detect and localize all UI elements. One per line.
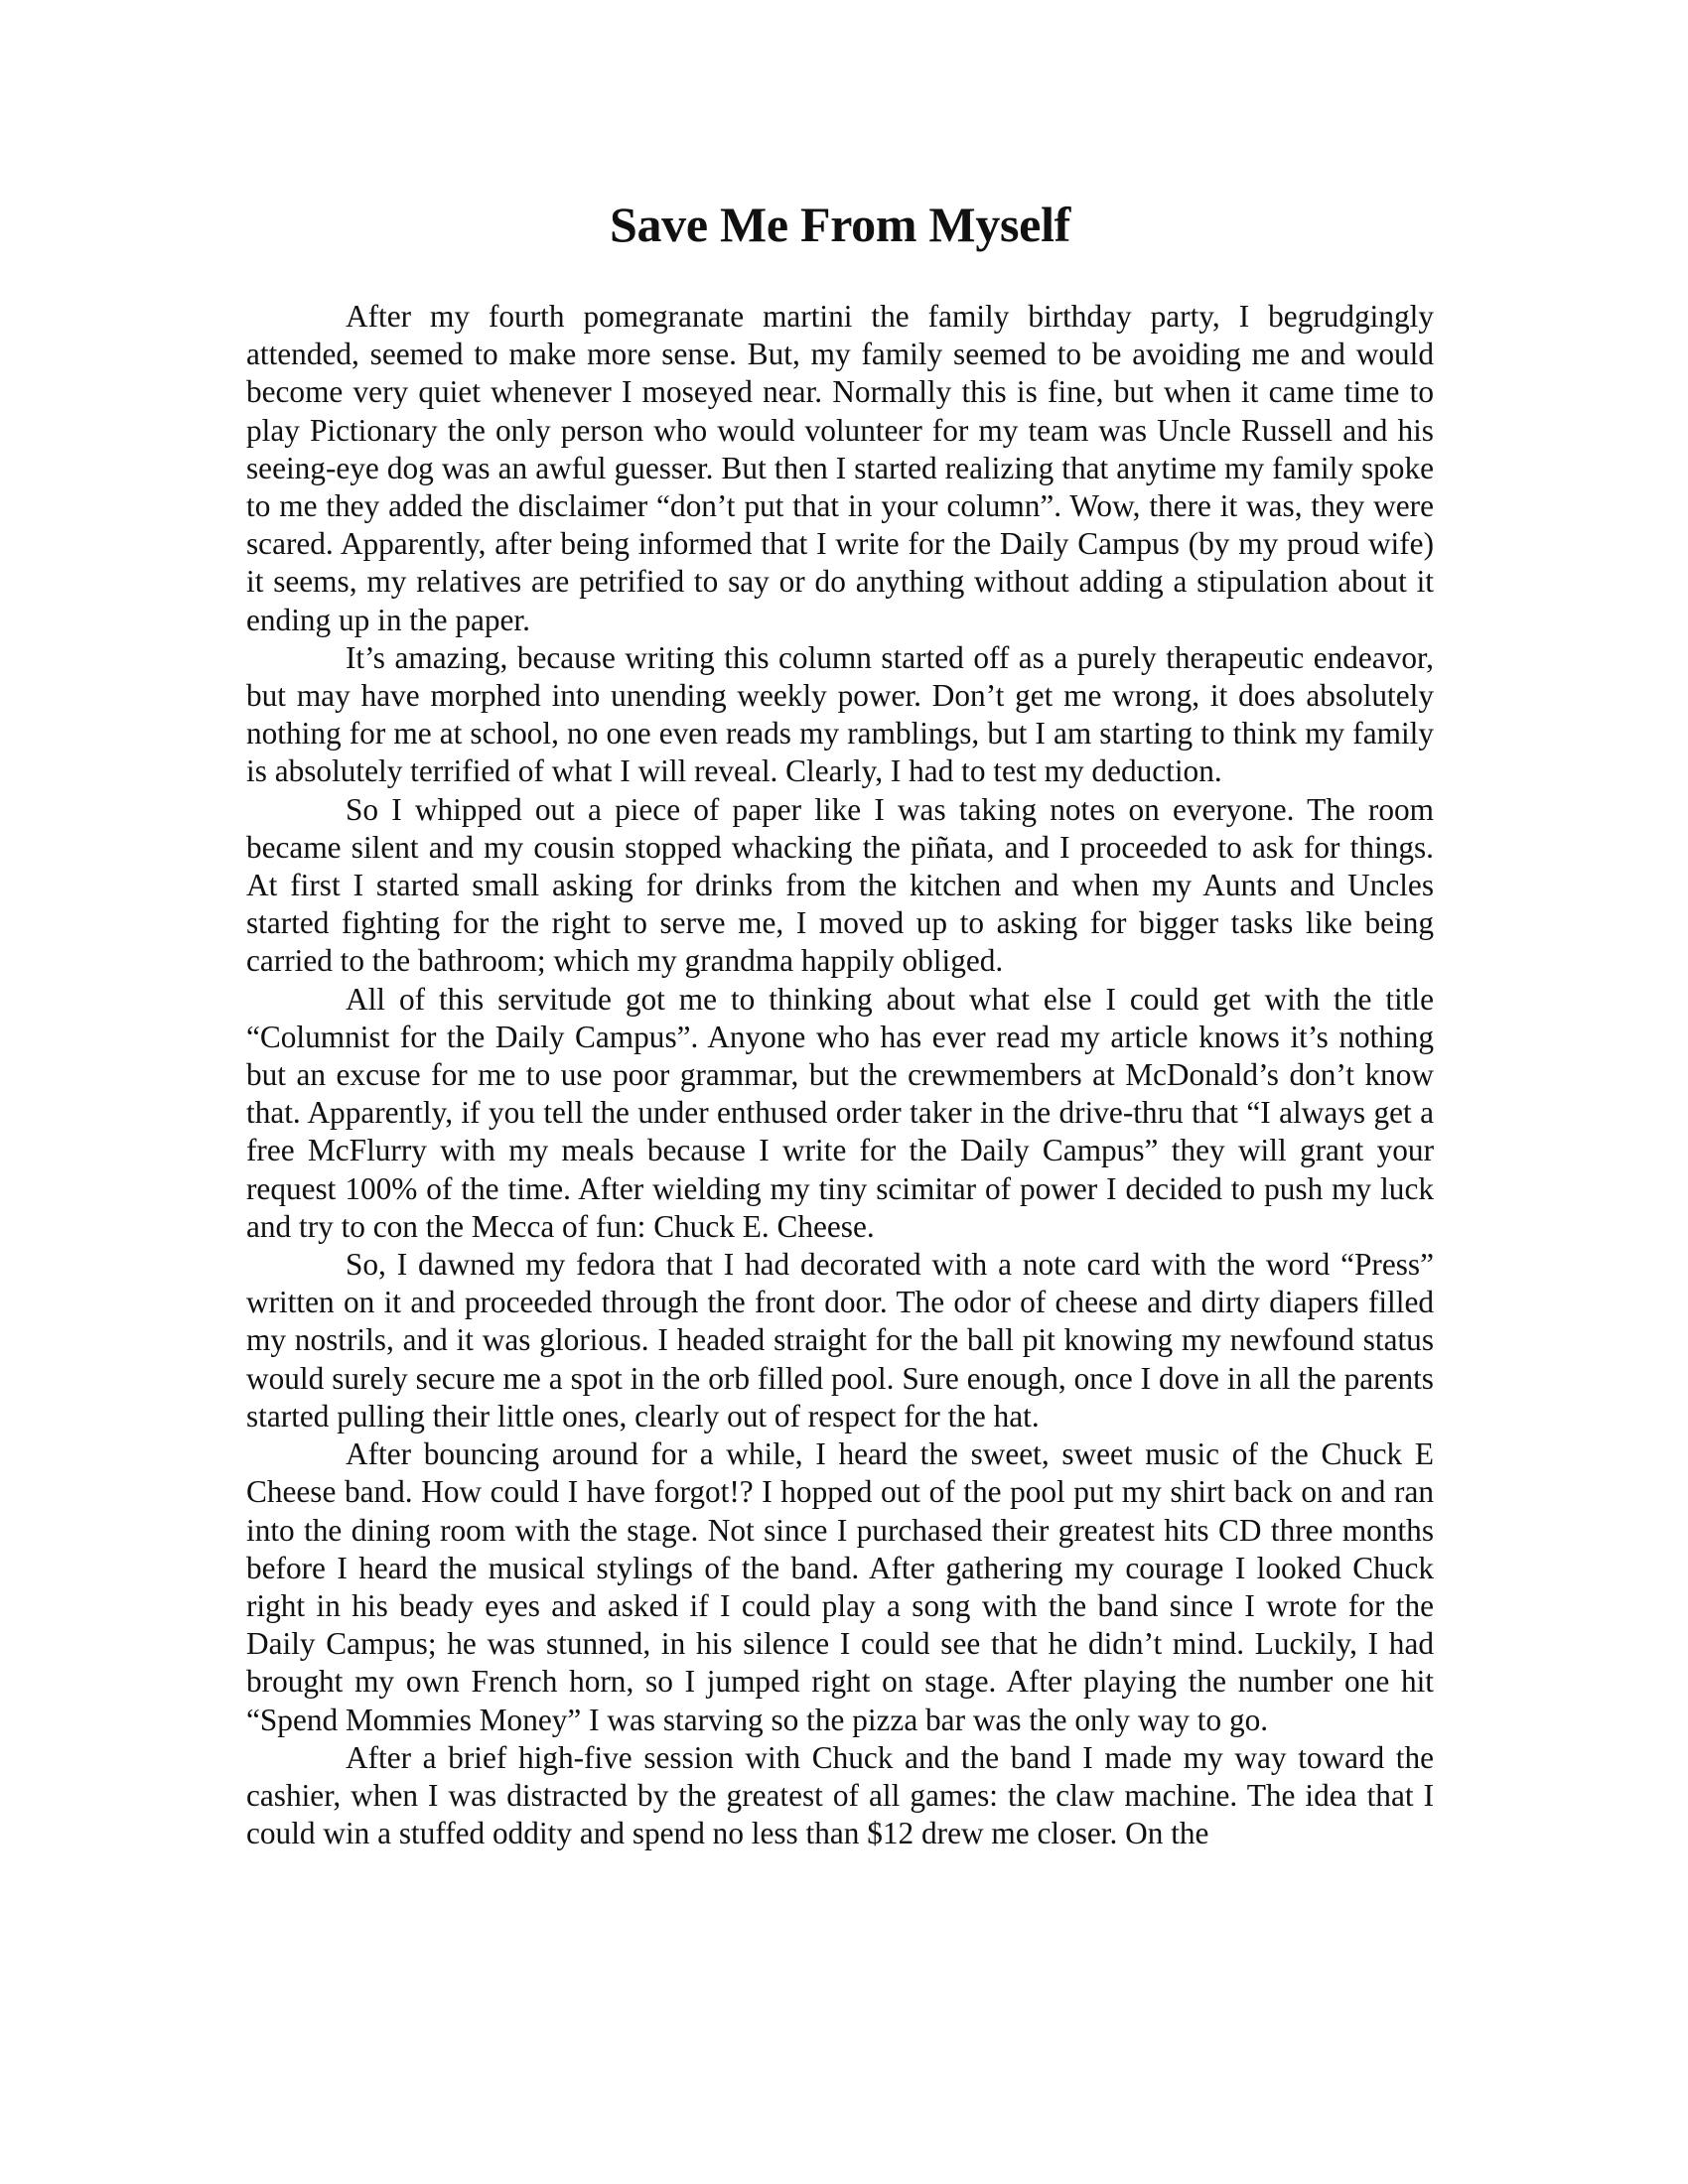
paragraph-3: So I whipped out a piece of paper like I was taking notes on everyone. The room became silent and my cousin stopped whacking the piñata, and I proceeded to ask for things. At first I started small asking for drinks from the kitchen and when my Aunts and Uncles started fighting for the right to serve me, I moved up to asking for bigger tasks like being carried to the bathroom; which my grandma happily obliged. <box>246 791 1434 979</box>
document-body <box>246 298 1434 1852</box>
paragraph-1: After my fourth pomegranate martini the family birthday party, I begrudgingly attended, seemed to make more sense. But, my family seemed to be avoiding me and would become very quiet whenever I moseyed near. Normally this is fine, but when it came time to play Pictionary the only person who would volunteer for my team was Uncle Russell and his seeing-eye dog was an awful guesser. But then I started realizing that anytime my family spoke to me they added the disclaimer “don’t put that in your column”. Wow, there it was, they were scared. Apparently, after being informed that I write for the Daily Campus (by my proud wife) it seems, my relatives are petrified to say or do anything without adding a stipulation about it ending up in the paper. <box>246 299 1434 637</box>
paragraph-6: After bouncing around for a while, I heard the sweet, sweet music of the Chuck E Cheese band. How could I have forgot!? I hopped out of the pool put my shirt back on and ran into the dining room with the stage. Not since I purchased their greatest hits CD three months before I heard the musical stylings of the band. After gathering my courage I looked Chuck right in his beady eyes and asked if I could play a song with the band since I wrote for the Daily Campus; he was stunned, in his silence I could see that he didn’t mind. Luckily, I had brought my own French horn, so I jumped right on stage. After playing the number one hit “Spend Mommies Money” I was starving so the pizza bar was the only way to go. <box>246 1436 1434 1737</box>
document-title: Save Me From Myself <box>609 197 1071 252</box>
paragraph-7: After a brief high-five session with Chuck and the band I made my way toward the cashier, when I was distracted by the greatest of all games: the claw machine. The idea that I could win a stuffed oddity and spend no less than $12 drew me closer. On the <box>246 1739 1434 1851</box>
paragraph-2: It’s amazing, because writing this column started off as a purely therapeutic endeavor, but may have morphed into unending weekly power. Don’t get me wrong, it does absolutely nothing for me at school, no one even reads my ramblings, but I am starting to think my family is absolutely terrified of what I will reveal. Clearly, I had to test my deduction. <box>246 639 1434 789</box>
paragraph-5: So, I dawned my fedora that I had decorated with a note card with the word “Press” written on it and proceeded through the front door. The odor of cheese and dirty diapers filled my nostrils, and it was glorious. I headed straight for the ball pit knowing my newfound status would surely secure me a spot in the orb filled pool. Sure enough, once I dove in all the parents started pulling their little ones, clearly out of respect for the hat. <box>246 1247 1434 1433</box>
paragraph-4: All of this servitude got me to thinking about what else I could get with the title “Columnist for the Daily Campus”. Anyone who has ever read my article knows it’s nothing but an excuse for me to use poor grammar, but the crewmembers at McDonald’s don’t know that. Apparently, if you tell the under enthused order taker in the drive-thru that “I always get a free McFlurry with my meals because I write for the Daily Campus” they will grant your request 100% of the time. After wielding my tiny scimitar of power I decided to push my luck and try to con the Mecca of fun: Chuck E. Cheese. <box>246 981 1434 1244</box>
